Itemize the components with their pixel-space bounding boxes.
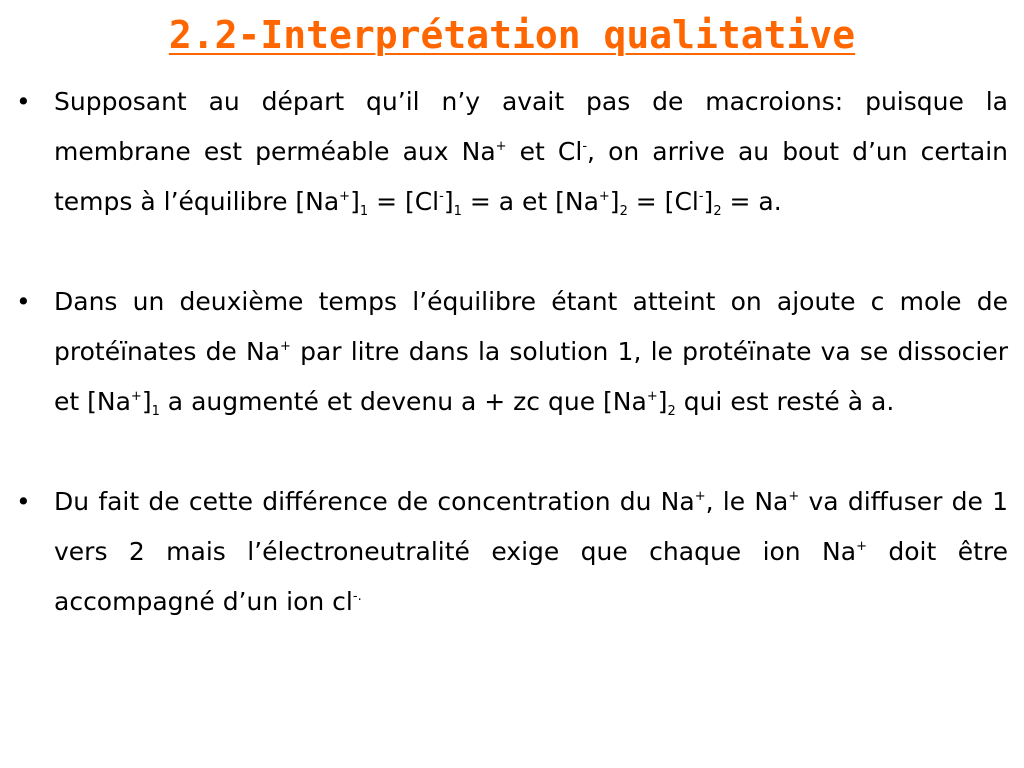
- text-run: Dans un deuxième temps l’équilibre étant atteint on ajoute c mole de protéïnates de Na: [54, 287, 1008, 366]
- superscript: +: [856, 539, 867, 554]
- subscript: 1: [453, 204, 462, 219]
- superscript: +: [130, 389, 142, 404]
- slide-content: [0, 77, 1024, 627]
- superscript: +: [280, 339, 291, 354]
- text-run: va diffuser de 1 vers 2 mais l’électroneutralité exige que chaque ion Na: [54, 487, 1008, 566]
- superscript: -: [582, 139, 588, 154]
- text-run: ]: [703, 187, 714, 216]
- subscript: 2: [713, 204, 722, 219]
- text-run: = a et [Na: [461, 187, 599, 216]
- subscript: 2: [619, 204, 628, 219]
- bullet-dot-icon: •: [16, 87, 31, 116]
- superscript: +: [788, 489, 800, 504]
- superscript: +: [339, 189, 351, 204]
- slide-title: 2.2-Interprétation qualitative: [168, 13, 856, 57]
- text-run: = [Cl: [368, 187, 440, 216]
- superscript: +: [694, 489, 706, 504]
- bullet-paragraph-3: [16, 477, 1008, 627]
- superscript: +: [646, 389, 658, 404]
- subscript: 1: [359, 204, 369, 219]
- text-run: = [Cl: [627, 187, 699, 216]
- text-run: qui est resté à a.: [675, 387, 895, 416]
- superscript: -: [439, 189, 444, 204]
- bullet-paragraph-2: [16, 277, 1008, 427]
- bullet-dot-icon: •: [16, 487, 31, 516]
- subscript: 2: [667, 404, 676, 419]
- text-run: Du fait de cette différence de concentration du Na: [54, 487, 695, 516]
- subscript: 1: [151, 404, 160, 419]
- superscript: -: [698, 189, 704, 204]
- text-run: ]: [609, 187, 620, 216]
- bullet-dot-icon: •: [16, 287, 31, 316]
- text-run: par litre dans la solution 1, le protéïnate va se dissocier et [Na: [54, 337, 1008, 416]
- text-run: ]: [141, 387, 152, 416]
- text-run: , on arrive au bout d’un certain temps à l’équilibre [Na: [54, 137, 1008, 216]
- text-run: , le Na: [705, 487, 789, 516]
- text-run: = a.: [721, 187, 782, 216]
- text-run: ]: [443, 187, 454, 216]
- superscript: +: [495, 139, 507, 154]
- superscript: +: [598, 189, 610, 204]
- text-run: doit être accompagné d’un ion cl: [54, 537, 1008, 616]
- text-run: et Cl: [506, 137, 583, 166]
- bullet-paragraph-1: [16, 77, 1008, 227]
- text-run: ]: [657, 387, 668, 416]
- text-run: ]: [350, 187, 360, 216]
- text-run: a augmenté et devenu a + zc que [Na: [159, 387, 647, 416]
- text-run: Supposant au départ qu’il n’y avait pas de macroions: puisque la membrane est perméable aux Na: [54, 87, 1008, 166]
- superscript: -.: [352, 589, 362, 604]
